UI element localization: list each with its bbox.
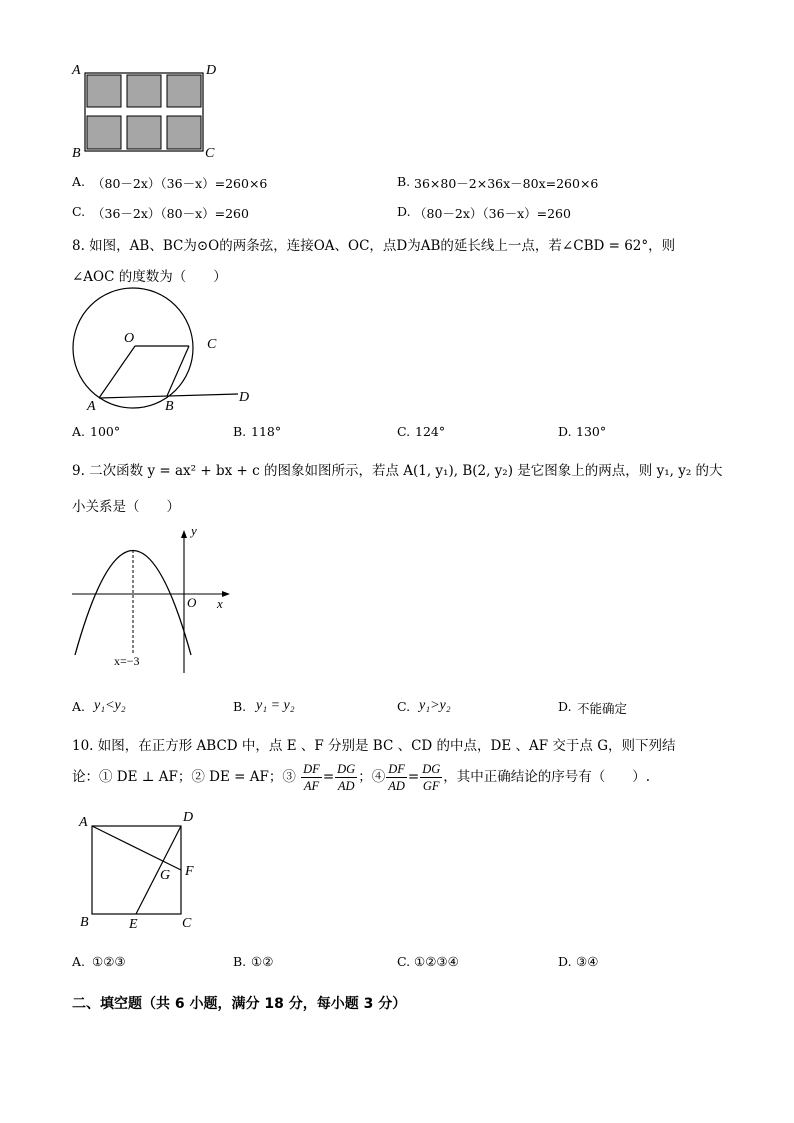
q10-conclusions-start: 论：① DE ⊥ AF；② DE = AF；③ xyxy=(72,769,296,785)
q8-label-a: A xyxy=(87,399,96,414)
q7-label-a: A xyxy=(72,63,81,78)
q10-equals-2: = xyxy=(407,769,420,785)
q10-label-a: A xyxy=(79,815,88,830)
q10-option-a-key: A. xyxy=(72,954,86,969)
q7-label-b: B xyxy=(72,146,81,161)
q10-fraction-1-den: AF xyxy=(303,779,320,793)
q8-option-c: 124° xyxy=(415,424,446,439)
q7-option-c-key: C. xyxy=(72,204,86,219)
q7-option-a: （80－2x）（36－x）=260×6 xyxy=(92,176,268,191)
q10-question-line1: 10. 如图，在正方形 ABCD 中，点 E 、F 分别是 BC 、CD 的中点，DE 、AF 交于点 G，则下列结 xyxy=(72,738,676,754)
q10-option-d: ③④ xyxy=(576,954,599,969)
q9-option-d-key: D. xyxy=(558,699,572,714)
q8-question-line1: 8. 如图，AB、BC为⊙O的两条弦，连接OA、OC，点D为AB的延长线上一点，若∠CBD = 62°，则 xyxy=(72,238,676,254)
q8-option-d: 130° xyxy=(576,424,607,439)
q8-option-c-key: C. xyxy=(397,424,411,439)
q7-option-d: （80－2x）（36－x）=260 xyxy=(414,206,571,221)
q8-option-b-key: B. xyxy=(233,424,247,439)
q10-equals-1: = xyxy=(322,769,335,785)
q10-fraction-2-num: DG xyxy=(337,762,356,776)
q10-label-d: D xyxy=(183,810,194,825)
q9-symmetry-label: x=−3 xyxy=(114,654,140,668)
q9-label-origin: O xyxy=(187,595,197,610)
q9-option-c: y₁>y₂ xyxy=(419,698,451,713)
q7-option-c: （36－2x）（80－x）=260 xyxy=(92,206,249,221)
q10-label-f: F xyxy=(185,864,194,879)
q9-option-b: y₁ = y₂ xyxy=(256,698,295,713)
q9-question-line1: 9. 二次函数 y = ax² + bx + c 的图象如图所示，若点 A(1, y₁), B(2, y₂) 是它图象上的两点，则 y₁, y₂ 的大 xyxy=(72,463,723,479)
q10-fraction-1-num: DF xyxy=(303,762,320,776)
q10-label-g: G xyxy=(160,868,171,883)
q10-fraction-4-num: DG xyxy=(422,762,441,776)
q9-question-line2: 小关系是（ ） xyxy=(72,499,180,515)
q9-option-c-key: C. xyxy=(397,699,411,714)
q8-option-b: 118° xyxy=(251,424,282,439)
q9-option-a: y₁<y₂ xyxy=(94,698,126,713)
q9-label-y: y xyxy=(191,523,197,538)
q7-label-d: D xyxy=(206,63,217,78)
q8-question-line2: ∠AOC 的度数为（ ） xyxy=(72,269,227,285)
q8-option-a-key: A. xyxy=(72,424,86,439)
q8-label-b: B xyxy=(165,399,174,414)
q10-fraction-3-num: DF xyxy=(388,762,405,776)
q8-label-c: C xyxy=(207,337,217,352)
q8-label-d: D xyxy=(239,390,250,405)
section-two-heading: 二、填空题（共 6 小题，满分 18 分，每小题 3 分） xyxy=(72,996,407,1012)
q7-option-b-key: B. xyxy=(397,174,411,189)
q10-separator: ；④ xyxy=(358,769,386,785)
q9-option-a-key: A. xyxy=(72,699,86,714)
q10-fraction-2-den: AD xyxy=(337,779,355,793)
q10-option-c-key: C. xyxy=(397,954,411,969)
q10-option-b: ①② xyxy=(251,954,274,969)
q10-option-a: ①②③ xyxy=(92,954,126,969)
q7-option-d-key: D. xyxy=(397,204,411,219)
q10-fraction-3-den: AD xyxy=(388,779,405,793)
q9-option-b-key: B. xyxy=(233,699,247,714)
q10-label-e: E xyxy=(129,917,138,932)
q9-label-x: x xyxy=(217,596,223,611)
q10-fraction-4-den: GF xyxy=(422,779,440,793)
q8-option-d-key: D. xyxy=(558,424,572,439)
q7-option-a-key: A. xyxy=(72,174,86,189)
q10-label-b: B xyxy=(80,915,89,930)
q10-option-c: ①②③④ xyxy=(414,954,459,969)
q8-label-o: O xyxy=(124,331,135,346)
q7-label-c: C xyxy=(205,146,215,161)
q10-label-c: C xyxy=(182,916,192,931)
q7-option-b: 36×80－2×36x－80x=260×6 xyxy=(414,176,599,191)
q10-conclusions-end: ，其中正确结论的序号有（ ）. xyxy=(443,769,651,785)
q10-option-b-key: B. xyxy=(233,954,247,969)
q10-option-d-key: D. xyxy=(558,954,572,969)
q8-option-a: 100° xyxy=(90,424,121,439)
q9-option-d: 不能确定 xyxy=(577,701,628,716)
